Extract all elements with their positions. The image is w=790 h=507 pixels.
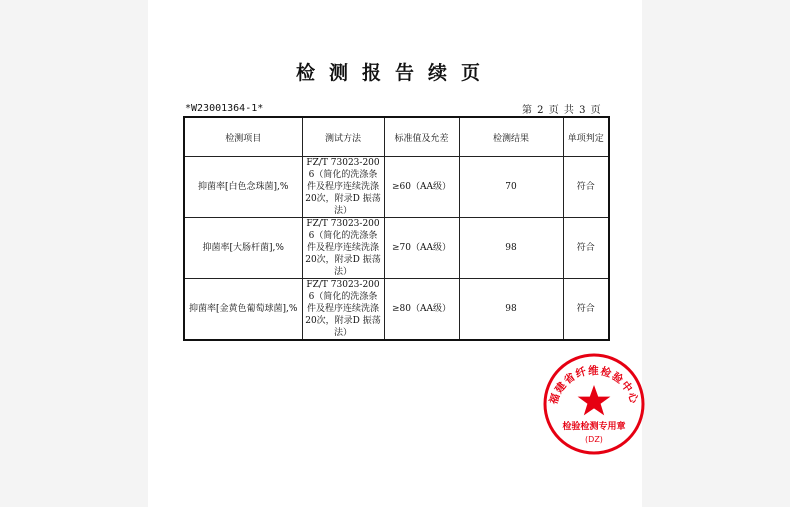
cell-test-method: FZ/T 73023-2006（简化的洗涤条件及程序连续洗涤20次，附录D 振荡法） bbox=[302, 157, 384, 218]
cell-result: 70 bbox=[459, 157, 563, 218]
cell-result: 98 bbox=[459, 279, 563, 341]
cell-verdict: 符合 bbox=[563, 157, 609, 218]
cell-verdict: 符合 bbox=[563, 218, 609, 279]
cell-test-method: FZ/T 73023-2006（简化的洗涤条件及程序连续洗涤20次，附录D 振荡法） bbox=[302, 218, 384, 279]
cell-test-item: 抑菌率[大肠杆菌],% bbox=[184, 218, 302, 279]
seal-star-icon bbox=[578, 385, 611, 415]
seal-purpose-text: 检验检测专用章 bbox=[562, 422, 626, 432]
table-row bbox=[184, 157, 609, 218]
cell-test-method: FZ/T 73023-2006（简化的洗涤条件及程序连续洗涤20次，附录D 振荡法） bbox=[302, 279, 384, 341]
report-number: *W23001364-1* bbox=[185, 103, 264, 114]
seal-org-text: 福建省纤维检验中心 bbox=[547, 365, 641, 406]
header-verdict: 单项判定 bbox=[563, 117, 609, 157]
cell-standard: ≥60（AA级） bbox=[384, 157, 459, 218]
official-seal bbox=[542, 352, 646, 456]
cell-result: 98 bbox=[459, 218, 563, 279]
header-test-method: 测试方法 bbox=[302, 117, 384, 157]
table-header-row bbox=[184, 117, 609, 157]
cell-test-item: 抑菌率[白色念珠菌],% bbox=[184, 157, 302, 218]
results-table bbox=[183, 116, 610, 341]
header-result: 检测结果 bbox=[459, 117, 563, 157]
cell-standard: ≥70（AA级） bbox=[384, 218, 459, 279]
header-standard: 标准值及允差 bbox=[384, 117, 459, 157]
page-title: 检测报告续页 bbox=[295, 62, 494, 84]
header-test-item: 检测项目 bbox=[184, 117, 302, 157]
cell-standard: ≥80（AA级） bbox=[384, 279, 459, 341]
table-row bbox=[184, 279, 609, 341]
cell-test-item: 抑菌率[金黄色葡萄球菌],% bbox=[184, 279, 302, 341]
table-row bbox=[184, 218, 609, 279]
cell-verdict: 符合 bbox=[563, 279, 609, 341]
seal-code-text: (DZ) bbox=[585, 435, 603, 444]
page-counter: 第 2 页 共 3 页 bbox=[522, 105, 602, 116]
